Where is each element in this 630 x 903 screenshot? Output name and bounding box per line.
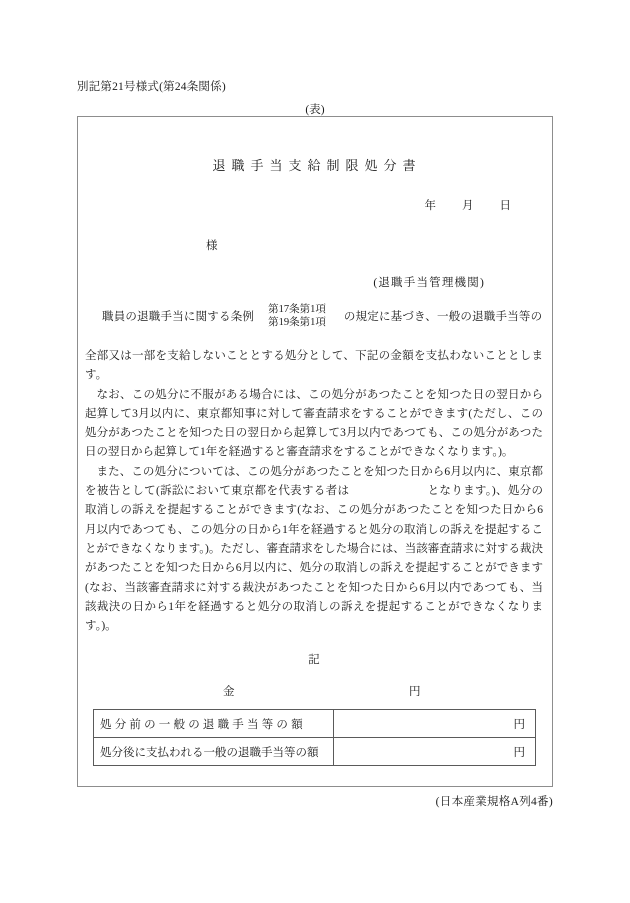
post-disposition-amount-field[interactable]: 円: [334, 738, 536, 766]
clause-article-second: 第19条第1項: [268, 317, 326, 329]
post-disposition-amount-label: 処分後に支払われる一般の退職手当等の額: [100, 746, 319, 759]
paper-spec-note: (日本産業規格A列4番): [435, 796, 553, 808]
litigation-text-after-blank: となります。)、処分の取消しの訴えを提起することができます(なお、この処分があつたことを知つた日から6月以内であつても、この処分の日から1年を経過すると処分の取消しの訴えを提起することができなくなります。)。ただし、審査請求をした場合には、当該審査請求に対する裁決があつたことを知つた日から6月以内に、処分の取消しの訴えを提起することができます(なお、当該審査請求に対する裁決があつたことを知つた日から6月以内であつても、当該裁決の日から1年を経過すると処分の取消しの訴えを提起することができなくなります。)。: [85, 485, 543, 633]
body-paragraph-litigation: [85, 463, 543, 637]
pre-disposition-amount-label: 処分前の一般の退職手当等の額: [100, 718, 306, 731]
clause-prefix-text: 職員の退職手当に関する条例: [102, 311, 255, 324]
table-row: [94, 710, 536, 738]
amount-label: 金: [223, 686, 235, 698]
clause-article-first: 第17条第1項: [268, 304, 326, 315]
form-code-label: 別記第21号様式(第24条関係): [77, 81, 226, 93]
day-label: 日: [499, 200, 511, 212]
amount-header-row: [85, 683, 543, 699]
year-label: 年: [424, 200, 436, 212]
document-content-area: [85, 117, 543, 786]
issuing-authority-label: (退職手当管理機関): [373, 277, 485, 289]
document-border-box: [77, 116, 553, 787]
clause-reference-line: [85, 303, 543, 329]
body-paragraph-continuation: 全部又は一部を支給しないこととする処分として、下記の金額を支払わないこととします。: [85, 350, 543, 382]
side-label: (表): [305, 104, 325, 116]
month-label: 月: [462, 200, 474, 212]
currency-label: 円: [409, 686, 421, 698]
record-marker: 記: [308, 654, 320, 666]
litigation-text-before-blank: また、この処分については、この処分があつたことを知つた日から6月以内に、東京都を被告として(訴訟において東京都を代表する者は: [85, 465, 543, 498]
date-line: [425, 197, 512, 213]
document-title: 退職手当支給制限処分書: [212, 158, 422, 173]
clause-suffix-text: の規定に基づき、一般の退職手当等の: [343, 311, 543, 324]
table-row-label: [94, 710, 334, 738]
addressee-honorific: 様: [206, 240, 218, 252]
clause-article-stack: [268, 303, 326, 329]
body-paragraph-appeal: なお、この処分に不服がある場合には、この処分があつたことを知つた日の翌日から起算して3月以内に、東京都知事に対して審査請求をすることができます(ただし、この処分があつたことを知つた日の翌日から起算して3月以内であつても、この処分があつた日の翌日から起算して1年を経過すると審査請求をすることができなくなります。)。: [85, 388, 543, 459]
table-row: [94, 738, 536, 766]
pre-disposition-amount-field[interactable]: 円: [334, 710, 536, 738]
table-row-label: [94, 738, 334, 766]
amount-table: [93, 709, 536, 766]
document-body: [85, 347, 543, 636]
